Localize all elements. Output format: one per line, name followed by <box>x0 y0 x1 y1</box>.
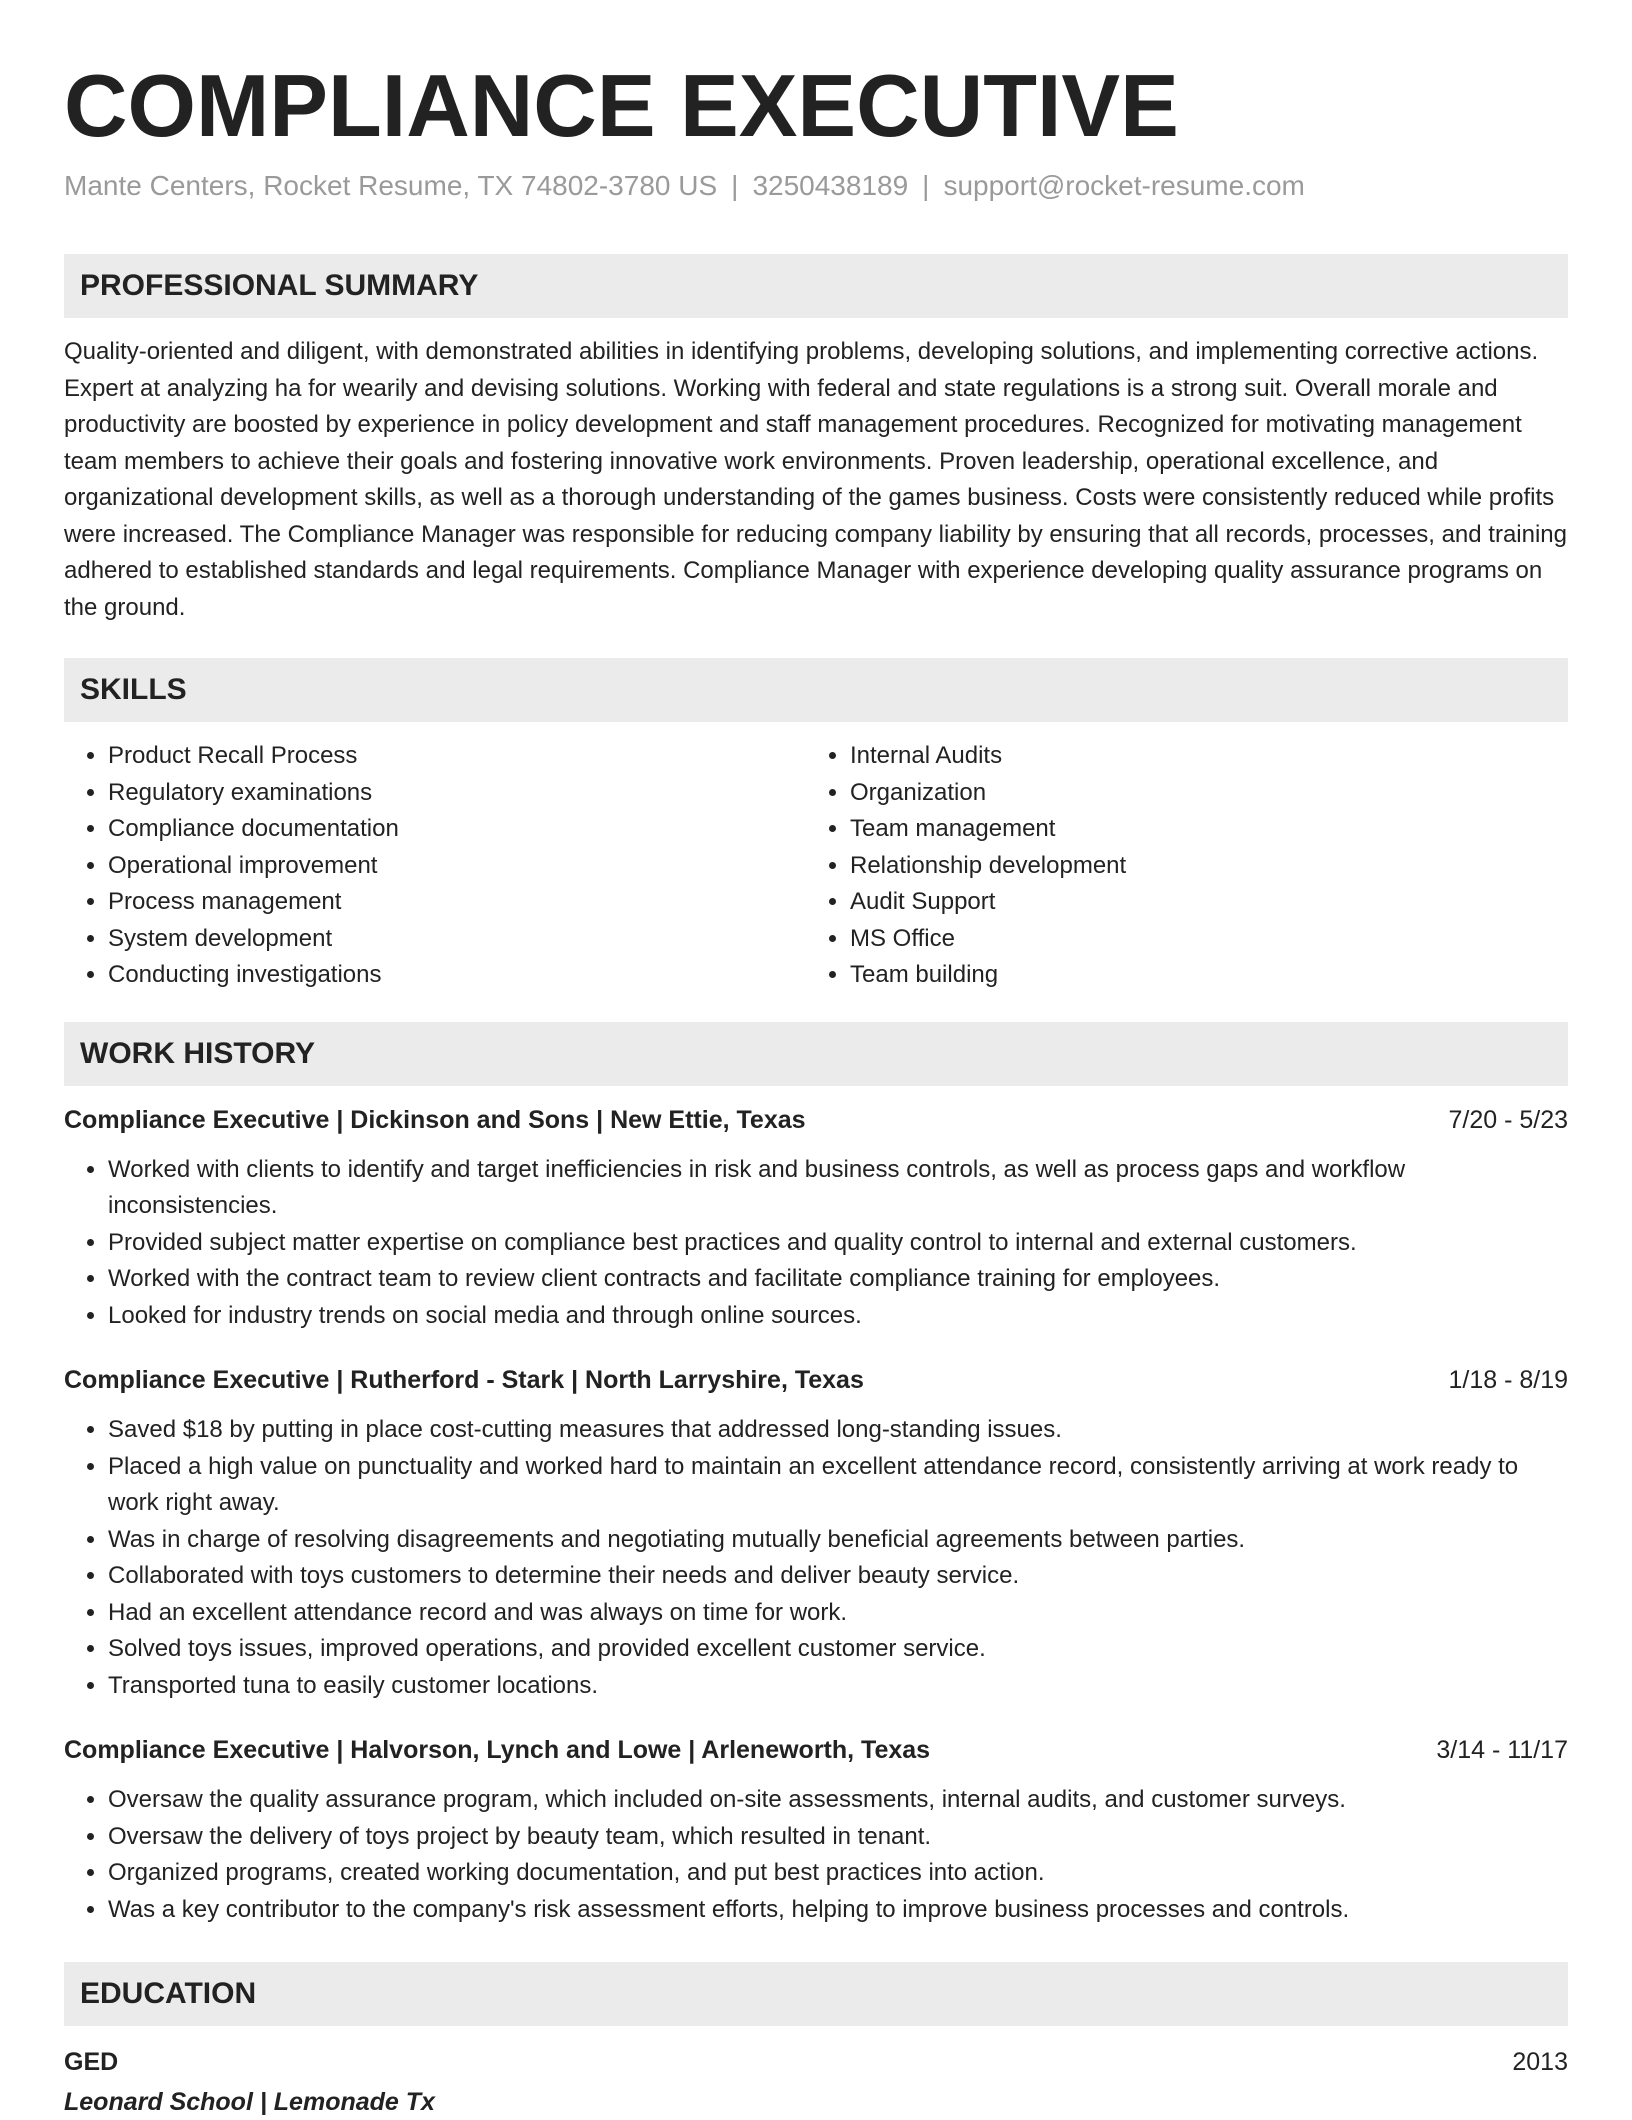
job-bullet: • Saved $18 by putting in place cost-cutting measures that addressed long-standing issues. <box>108 1412 1568 1449</box>
job-dates: 3/14 - 11/17 <box>1436 1736 1568 1764</box>
job-entry <box>64 1362 1568 1704</box>
contact-phone: 3250438189 <box>752 170 909 201</box>
skill-item: • Organization <box>850 775 1548 812</box>
skills-column-left <box>64 738 806 994</box>
contact-email: support@rocket-resume.com <box>943 170 1305 201</box>
section-heading-work-history: WORK HISTORY <box>64 1022 1568 1086</box>
contact-line <box>64 168 1568 204</box>
job-bullet: • Looked for industry trends on social media and through online sources. <box>108 1298 1568 1335</box>
job-bullet: • Was a key contributor to the company's risk assessment efforts, helping to improve business processes and controls. <box>108 1892 1568 1929</box>
education-school: Leonard School | Lemonade Tx <box>64 2088 435 2116</box>
job-bullets <box>64 1152 1568 1335</box>
skill-item: • Process management <box>108 884 806 921</box>
candidate-name: COMPLIANCE EXECUTIVE <box>64 56 1179 155</box>
skill-item: • Team building <box>850 957 1548 994</box>
section-heading-summary: PROFESSIONAL SUMMARY <box>64 254 1568 318</box>
job-title: Compliance Executive | Rutherford - Stark | North Larryshire, Texas <box>64 1366 864 1394</box>
job-bullet: • Worked with the contract team to review client contracts and facilitate compliance training for employees. <box>108 1261 1568 1298</box>
skill-item: • Operational improvement <box>108 848 806 885</box>
contact-separator: | <box>922 170 930 201</box>
summary-text: Quality-oriented and diligent, with demonstrated abilities in identifying problems, developing solutions, and implementing corrective actions. Expert at analyzing ha for wearily and devising solutions. Working with federal and state regulations is a strong suit. Overall morale and productivity are boosted by experience in policy development and staff management procedures. Recognized for motivating management team members to achieve their goals and fostering innovative work environments. Proven leadership, operational excellence, and organizational development skills, as well as a thorough understanding of the games business. Costs were consistently reduced while profits were increased. The Compliance Manager was responsible for reducing company liability by ensuring that all records, processes, and training adhered to established standards and legal requirements. Compliance Manager with experience developing quality assurance programs on the ground. <box>64 338 1567 621</box>
job-bullets <box>64 1412 1568 1704</box>
skill-item: • Team management <box>850 811 1548 848</box>
education-entry <box>64 2044 1568 2080</box>
job-bullet: • Oversaw the quality assurance program, which included on-site assessments, internal audits, and customer surveys. <box>108 1782 1568 1819</box>
contact-address: Mante Centers, Rocket Resume, TX 74802-3780 US <box>64 170 718 201</box>
contact-separator: | <box>731 170 739 201</box>
skill-item: • Audit Support <box>850 884 1548 921</box>
skill-item: • Regulatory examinations <box>108 775 806 812</box>
job-header <box>64 1102 1568 1138</box>
skill-item: • System development <box>108 921 806 958</box>
job-bullet: • Placed a high value on punctuality and worked hard to maintain an excellent attendance record, consistently arriving at work ready to work right away. <box>108 1449 1568 1522</box>
section-heading-education: EDUCATION <box>64 1962 1568 2026</box>
job-bullet: • Had an excellent attendance record and was always on time for work. <box>108 1595 1568 1632</box>
skill-item: • Internal Audits <box>850 738 1548 775</box>
job-bullet: • Provided subject matter expertise on compliance best practices and quality control to internal and external customers. <box>108 1225 1568 1262</box>
job-bullet: • Organized programs, created working documentation, and put best practices into action. <box>108 1855 1568 1892</box>
skill-item: • MS Office <box>850 921 1548 958</box>
job-bullet: • Solved toys issues, improved operations, and provided excellent customer service. <box>108 1631 1568 1668</box>
job-dates: 7/20 - 5/23 <box>1448 1105 1568 1134</box>
job-dates: 1/18 - 8/19 <box>1448 1366 1568 1394</box>
job-entry <box>64 1732 1568 1928</box>
job-entry <box>64 1102 1568 1335</box>
job-bullet: • Collaborated with toys customers to determine their needs and deliver beauty service. <box>108 1558 1568 1595</box>
skills-column-right <box>806 738 1548 994</box>
job-header <box>64 1732 1568 1768</box>
job-title: Compliance Executive | Dickinson and Sons | New Ettie, Texas <box>64 1105 806 1134</box>
job-title: Compliance Executive | Halvorson, Lynch and Lowe | Arleneworth, Texas <box>64 1736 931 1764</box>
skills-list <box>64 738 1568 994</box>
section-heading-skills: SKILLS <box>64 658 1568 722</box>
skill-item: • Relationship development <box>850 848 1548 885</box>
education-degree: GED <box>64 2048 119 2076</box>
job-bullet: • Was in charge of resolving disagreements and negotiating mutually beneficial agreements between parties. <box>108 1522 1568 1559</box>
job-bullets <box>64 1782 1568 1928</box>
skill-item: • Compliance documentation <box>108 811 806 848</box>
resume-page <box>64 0 1568 2120</box>
skill-item: • Conducting investigations <box>108 957 806 994</box>
skill-item: • Product Recall Process <box>108 738 806 775</box>
job-header <box>64 1362 1568 1398</box>
education-year: 2013 <box>1512 2048 1568 2076</box>
job-bullet: • Worked with clients to identify and target inefficiencies in risk and business controls, as well as process gaps and workflow inconsistencies. <box>108 1152 1568 1225</box>
job-bullet: • Transported tuna to easily customer locations. <box>108 1668 1568 1705</box>
job-bullet: • Oversaw the delivery of toys project by beauty team, which resulted in tenant. <box>108 1819 1568 1856</box>
